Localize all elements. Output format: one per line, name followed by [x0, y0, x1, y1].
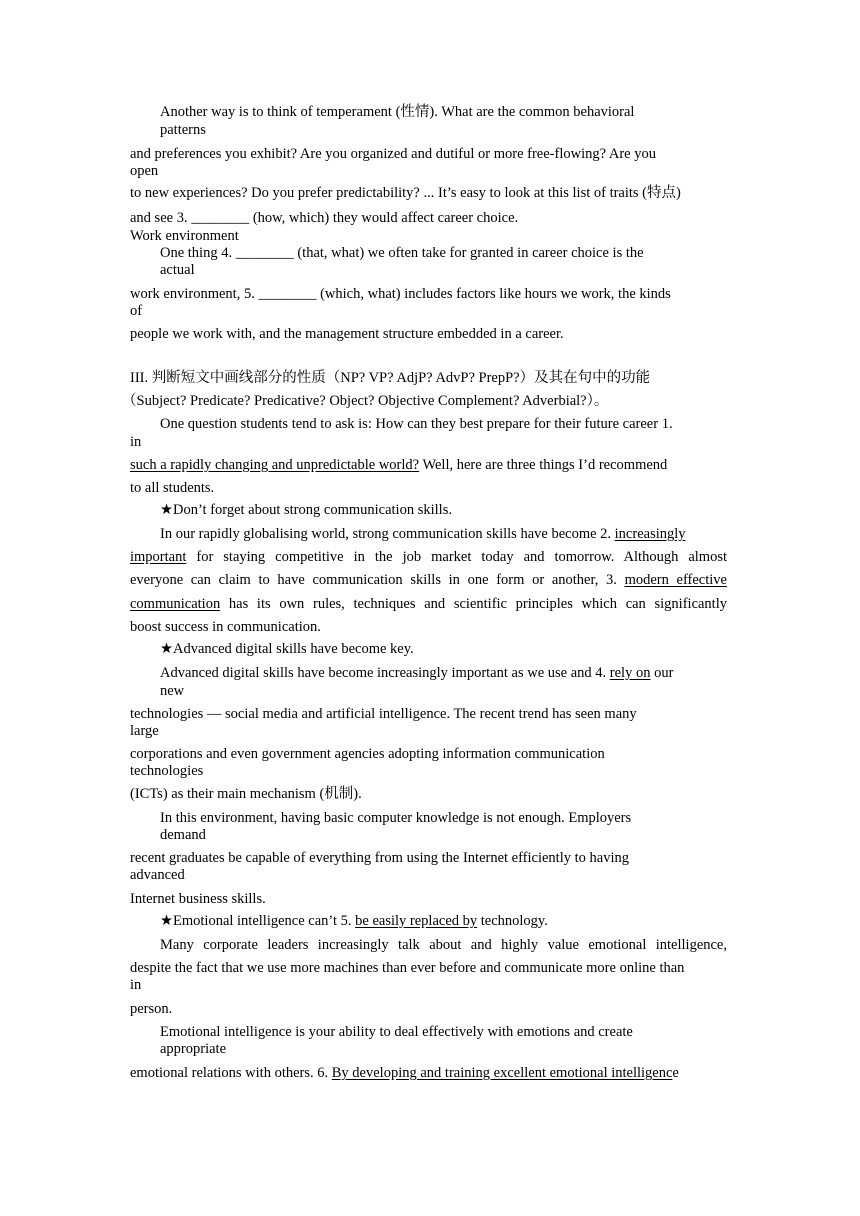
passage-line: open [130, 163, 159, 179]
passage-line: boost success in communication. [130, 619, 321, 635]
passage-line: despite the fact that we use more machines than ever before and communicate more online than [130, 960, 685, 976]
passage-line: emotional relations with others. 6. By developing and training excellent emotional intelligence [130, 1065, 679, 1081]
passage-line: of [130, 303, 143, 319]
underlined-phrase-2a: increasingly [614, 526, 686, 542]
passage-line: advanced [130, 867, 185, 883]
passage-line: person. [130, 1001, 173, 1017]
passage-line: technologies — social media and artificial intelligence. The recent trend has seen many [130, 706, 637, 722]
passage-line: and preferences you exhibit? Are you organized and dutiful or more free-flowing? Are you [130, 146, 656, 162]
passage-line: communication has its own rules, techniques and scientific principles which can significantly [130, 596, 727, 612]
passage-line: Another way is to think of temperament (性情). What are the common behavioral [160, 104, 635, 120]
passage-line: One question students tend to ask is: How can they best prepare for their future career 1. [160, 416, 673, 432]
passage-line: everyone can claim to have communication skills in one form or another, 3. modern effective [130, 572, 727, 588]
passage-line: technologies [130, 763, 204, 779]
passage-line: large [130, 723, 159, 739]
underlined-phrase-4: rely on [609, 665, 651, 681]
passage-line: Advanced digital skills have become increasingly important as we use and 4. rely on our [160, 665, 674, 681]
passage-line: in [130, 434, 142, 450]
underlined-phrase-6: By developing and training excellent emotional intelligenc [331, 1065, 673, 1081]
underlined-phrase-2b: important [130, 549, 187, 565]
passage-line: work environment, 5. ________ (which, what) includes factors like hours we work, the kinds [130, 286, 671, 302]
passage-line: In our rapidly globalising world, strong communication skills have become 2. increasingly [160, 526, 686, 542]
star-heading: ★Emotional intelligence can’t 5. be easily replaced by technology. [160, 913, 548, 929]
passage-line: demand [160, 827, 206, 843]
section-title-line2: （Subject? Predicate? Predicative? Object? Objective Complement? Adverbial?）。 [122, 393, 609, 409]
star-heading: ★Don’t forget about strong communication skills. [160, 502, 452, 518]
passage-line: Many corporate leaders increasingly talk about and highly value emotional intelligence, [160, 937, 727, 953]
underlined-phrase-3b: communication [130, 596, 221, 612]
star-heading: ★Advanced digital skills have become key. [160, 641, 414, 657]
section-heading: Work environment [130, 228, 239, 244]
passage-line: new [160, 683, 185, 699]
underlined-phrase-1: such a rapidly changing and unpredictable world? [130, 457, 420, 473]
passage-line: appropriate [160, 1041, 227, 1057]
passage-line: corporations and even government agencies adopting information communication [130, 746, 605, 762]
passage-line: and see 3. ________ (how, which) they would affect career choice. [130, 210, 519, 226]
section-title: III. 判断短文中画线部分的性质（NP? VP? AdjP? AdvP? PrepP?）及其在句中的功能 [130, 370, 651, 386]
passage-line: to new experiences? Do you prefer predictability? ... It’s easy to look at this list of traits (特点) [130, 185, 681, 201]
passage-line: patterns [160, 122, 206, 138]
passage-line: recent graduates be capable of everything from using the Internet efficiently to having [130, 850, 629, 866]
passage-line: One thing 4. ________ (that, what) we often take for granted in career choice is the [160, 245, 644, 261]
passage-line: Internet business skills. [130, 891, 266, 907]
passage-line: actual [160, 262, 195, 278]
passage-line: important for staying competitive in the job market today and tomorrow. Although almost [130, 549, 727, 565]
passage-line: people we work with, and the management structure embedded in a career. [130, 326, 564, 342]
underlined-phrase-3a: modern effective [624, 572, 727, 588]
passage-line: in [130, 977, 142, 993]
passage-line: Emotional intelligence is your ability to deal effectively with emotions and create [160, 1024, 633, 1040]
passage-line: In this environment, having basic computer knowledge is not enough. Employers [160, 810, 632, 826]
passage-line: such a rapidly changing and unpredictable world? Well, here are three things I’d recommend [130, 457, 668, 473]
passage-line: (ICTs) as their main mechanism (机制). [130, 786, 362, 802]
underlined-phrase-5: be easily replaced by [355, 913, 478, 929]
passage-line: to all students. [130, 480, 215, 496]
